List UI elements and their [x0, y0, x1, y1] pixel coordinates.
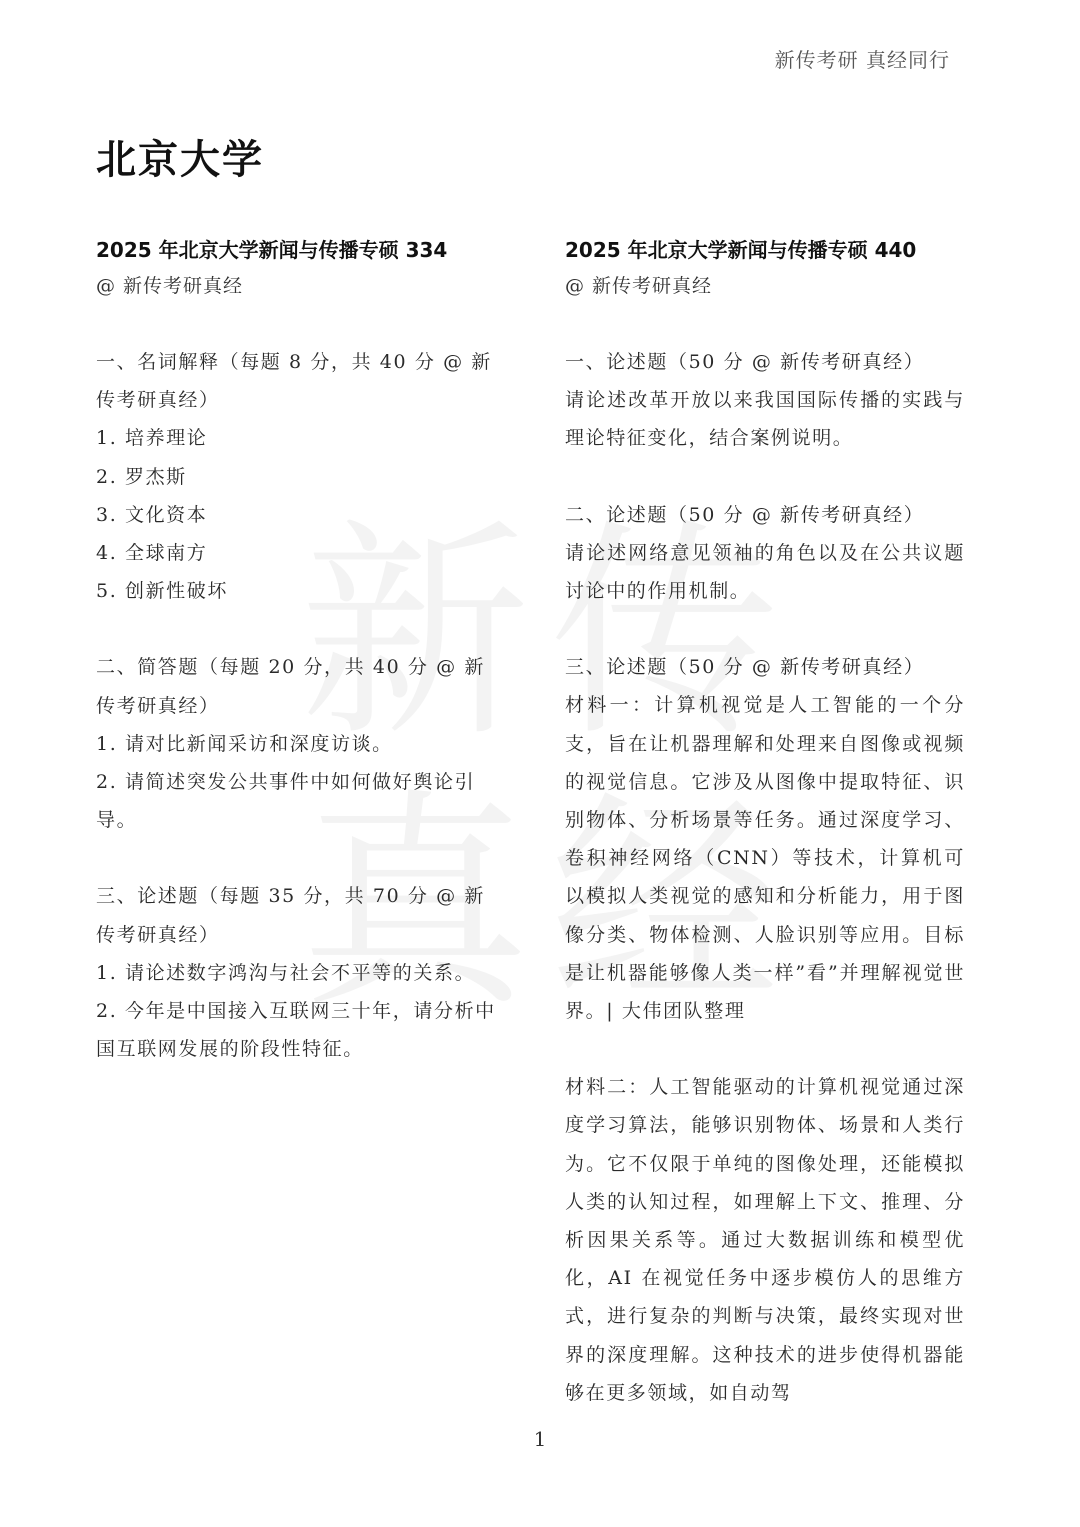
section-heading: 一、论述题（50 分 @ 新传考研真经） [565, 351, 925, 373]
section-essay [96, 877, 496, 1068]
page-number: 1 [533, 1427, 547, 1451]
list-item: 1. 培养理论 [96, 427, 208, 450]
header-brand: 新传考研 真经同行 [774, 48, 950, 72]
question-body: 请论述网络意见领袖的角色以及在公共议题讨论中的作用机制。 [565, 541, 965, 603]
section-definitions [96, 343, 496, 610]
section-heading: 三、论述题（每题 35 分，共 70 分 @ 新传考研真经） [96, 885, 485, 946]
section-heading: 一、名词解释（每题 8 分，共 40 分 @ 新传考研真经） [96, 351, 492, 412]
material-one: 材料一：计算机视觉是人工智能的一个分支，旨在让机器理解和处理来自图像或视频的视觉信息。它涉及从图像中提取特征、识别物体、分析场景等任务。通过深度学习、卷积神经网络（CNN）等技术，计算机可以模拟人类视觉的感知和分析能力，用于图像分类、物体检测、人脸识别等应用。目标是让机器能够像人类一样”看”并理解视觉世界。| 大伟团队整理 [565, 694, 965, 1023]
question-body: 请论述改革开放以来我国国际传播的实践与理论特征变化，结合案例说明。 [565, 389, 965, 450]
list-item: 3. 文化资本 [96, 503, 208, 526]
section-material-2 [565, 1068, 965, 1412]
source-label: @ 新传考研真经 [96, 275, 244, 297]
list-item: 2. 今年是中国接入互联网三十年，请分析中国互联网发展的阶段性特征。 [96, 1000, 496, 1061]
list-item: 2. 罗杰斯 [96, 465, 187, 488]
section-essay-1 [565, 343, 965, 458]
right-column [565, 233, 965, 1450]
list-item: 1. 请对比新闻采访和深度访谈。 [96, 732, 393, 755]
section-essay-2 [565, 496, 965, 611]
section-short-answer [96, 648, 496, 839]
page-title: 北京大学 [96, 137, 264, 183]
left-column [96, 233, 496, 1106]
section-heading: 三、论述题（50 分 @ 新传考研真经） [565, 656, 925, 679]
list-item: 5. 创新性破坏 [96, 580, 228, 603]
material-two: 材料二：人工智能驱动的计算机视觉通过深度学习算法，能够识别物体、场景和人类行为。它不仅限于单纯的图像处理，还能模拟人类的认知过程，如理解上下文、推理、分析因果关系等。通过大数据训练和模型优化，AI 在视觉任务中逐步模仿人的思维方式，进行复杂的判断与决策，最终实现对世界的深度理解。这种技术的进步使得机器能够在更多领域，如自动驾 [565, 1076, 965, 1404]
exam-title-440: 2025 年北京大学新闻与传播专硕 440 [565, 238, 917, 262]
section-essay-3 [565, 648, 965, 1030]
list-item: 4. 全球南方 [96, 542, 208, 565]
section-heading: 二、论述题（50 分 @ 新传考研真经） [565, 503, 925, 526]
section-heading: 二、简答题（每题 20 分，共 40 分 @ 新传考研真经） [96, 656, 485, 717]
list-item: 1. 请论述数字鸿沟与社会不平等的关系。 [96, 961, 476, 984]
source-label: @ 新传考研真经 [565, 275, 713, 297]
list-item: 2. 请简述突发公共事件中如何做好舆论引导。 [96, 771, 476, 832]
exam-title-334: 2025 年北京大学新闻与传播专硕 334 [96, 238, 448, 262]
